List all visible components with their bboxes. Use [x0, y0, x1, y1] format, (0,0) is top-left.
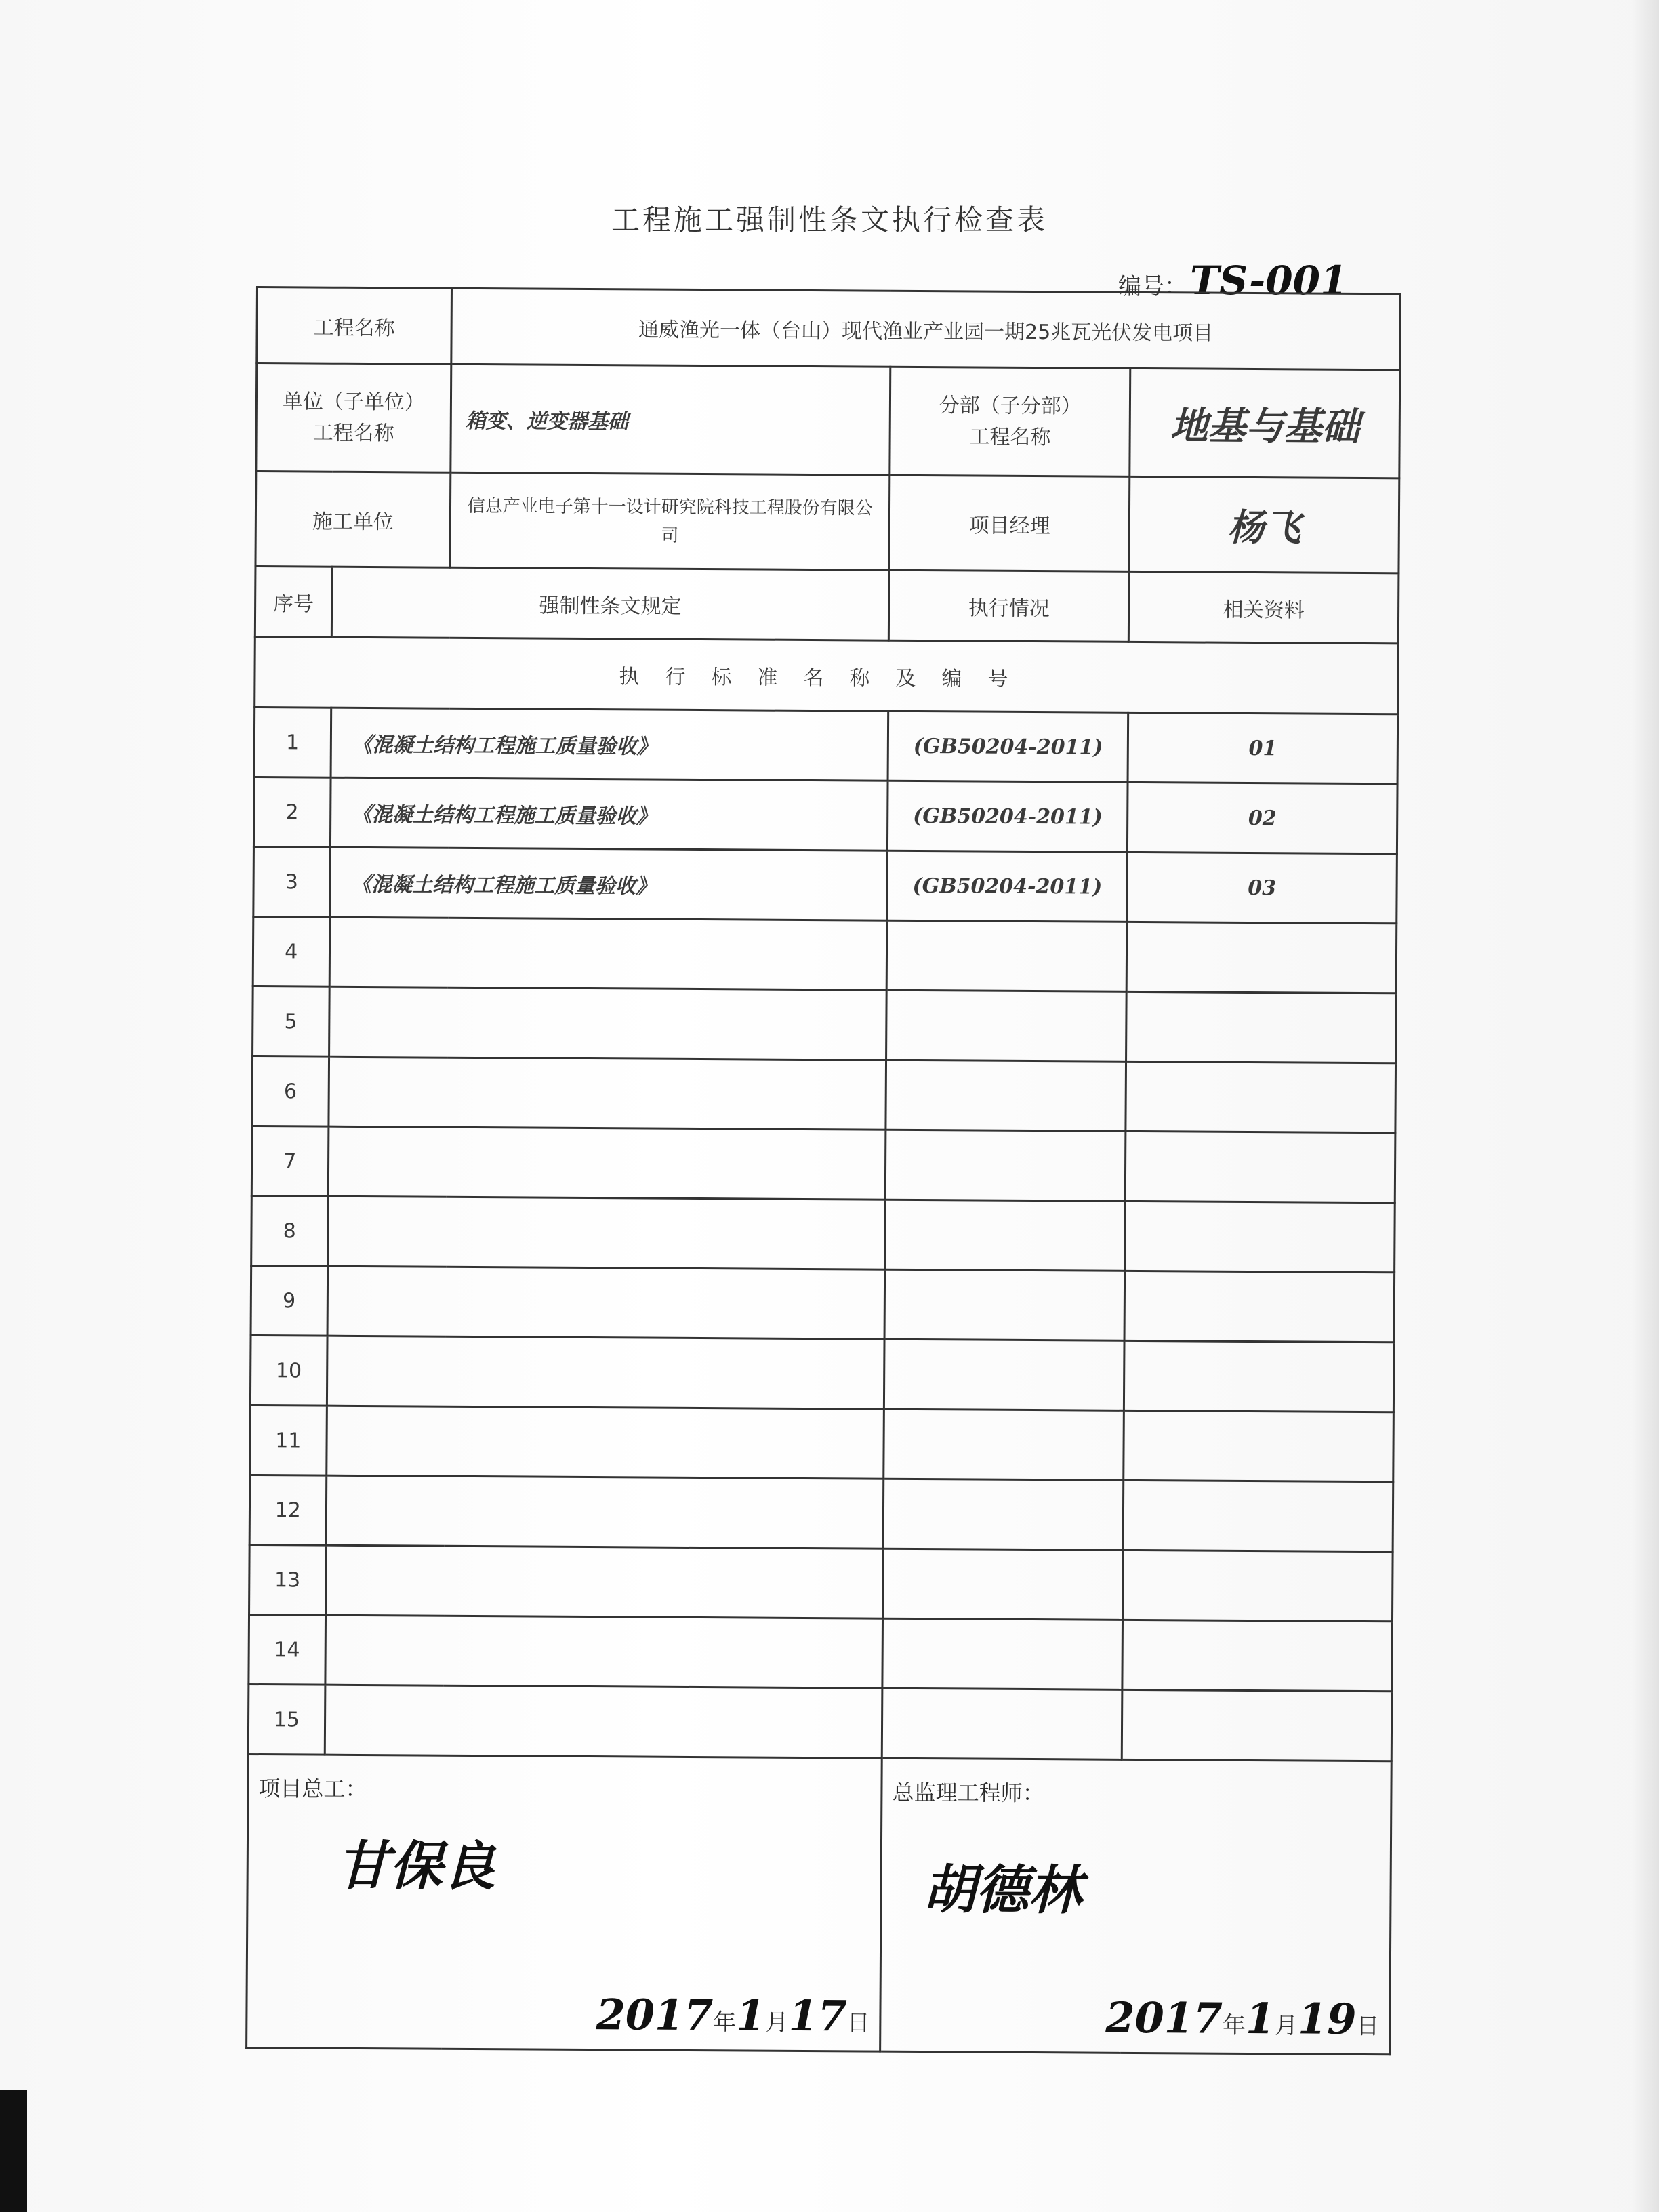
- row-provision: [328, 1126, 886, 1200]
- row-provision: [326, 1475, 884, 1549]
- division-label-line1: 分部（子分部）: [939, 393, 1082, 418]
- unit-value: 箱变、逆变器基础: [451, 364, 890, 475]
- row-seq: 1: [254, 707, 331, 777]
- row-provision: 《混凝土结构工程施工质量验收》: [331, 708, 888, 781]
- row-reference: [1122, 1689, 1391, 1761]
- row-seq: 9: [251, 1265, 327, 1336]
- inspection-table: [245, 286, 1401, 2055]
- table-row: [248, 1684, 1392, 1761]
- table-row: [251, 1265, 1395, 1342]
- row-provision: [329, 917, 887, 990]
- chief-engineer-date: [596, 1990, 870, 2041]
- row-seq: 14: [249, 1614, 325, 1685]
- row-provision: [325, 1615, 882, 1688]
- row-seq: 13: [249, 1544, 326, 1615]
- row-status: [883, 1479, 1123, 1550]
- supervisor-month: 1: [1245, 1993, 1275, 2044]
- supervisor-cell: [880, 1758, 1391, 2055]
- row-provision: [325, 1545, 883, 1618]
- row-status: [883, 1549, 1123, 1620]
- month-unit: 月: [1274, 2012, 1298, 2040]
- row-reference: [1124, 1271, 1394, 1342]
- row-status: [882, 1618, 1122, 1689]
- col-provision-header: 强制性条文规定: [331, 567, 889, 640]
- day-unit: 日: [846, 2009, 870, 2037]
- chief-engineer-cell: [247, 1754, 882, 2051]
- row-status: [886, 990, 1126, 1061]
- row-provision: [325, 1685, 882, 1758]
- row-provision: [326, 1406, 884, 1479]
- chief-engineer-month: 1: [736, 1990, 766, 2041]
- background-corner: [0, 2090, 27, 2212]
- row-seq: 10: [250, 1335, 327, 1406]
- unit-row: [256, 363, 1400, 478]
- row-seq: 7: [251, 1126, 328, 1196]
- row-status: [886, 920, 1126, 991]
- page-edge-shadow: [1632, 0, 1659, 2212]
- row-reference: 03: [1127, 852, 1397, 923]
- unit-label-line2: 工程名称: [312, 421, 394, 445]
- month-unit: 月: [765, 2009, 789, 2036]
- standard-heading: 执行标准名称及编号: [255, 636, 1399, 714]
- signature-row: [247, 1754, 1392, 2054]
- row-reference: [1123, 1550, 1393, 1621]
- row-status: [884, 1269, 1124, 1340]
- row-reference: [1124, 1410, 1393, 1481]
- form-title: 工程施工强制性条文执行检查表: [611, 203, 1048, 237]
- row-provision: [328, 1057, 886, 1130]
- row-status: (GB50204-2011): [887, 851, 1127, 922]
- row-seq: 6: [252, 1056, 329, 1126]
- row-reference: [1123, 1480, 1393, 1551]
- contractor-value: 信息产业电子第十一设计研究院科技工程股份有限公司: [450, 472, 890, 570]
- row-seq: 12: [249, 1475, 326, 1545]
- row-reference: 02: [1128, 782, 1397, 853]
- table-row: [249, 1475, 1393, 1551]
- year-unit: 年: [713, 2009, 737, 2036]
- chief-engineer-signature: 甘保良: [336, 1835, 496, 1898]
- row-reference: [1126, 922, 1396, 993]
- row-reference: 01: [1128, 712, 1397, 783]
- row-status: [885, 1200, 1125, 1271]
- row-reference: [1126, 1061, 1395, 1132]
- row-provision: [327, 1196, 885, 1269]
- project-label: 工程名称: [257, 287, 452, 365]
- division-label-line2: 工程名称: [969, 424, 1051, 449]
- row-status: (GB50204-2011): [888, 781, 1128, 852]
- row-reference: [1125, 1131, 1395, 1202]
- table-row: [250, 1335, 1394, 1412]
- row-seq: 5: [253, 986, 329, 1057]
- serial-value: TS-001: [1190, 258, 1348, 304]
- row-status: (GB50204-2011): [888, 711, 1128, 782]
- chief-engineer-year: 2017: [596, 1990, 714, 2041]
- contractor-label: 施工单位: [255, 472, 451, 568]
- row-provision: 《混凝土结构工程施工质量验收》: [330, 777, 888, 851]
- unit-label-line1: 单位（子单位）: [282, 389, 426, 415]
- row-seq: 2: [253, 777, 330, 847]
- table-row: [252, 1056, 1396, 1132]
- col-reference-header: 相关资料: [1129, 571, 1399, 643]
- manager-value: 杨飞: [1129, 476, 1399, 573]
- table-row: [253, 846, 1397, 923]
- row-provision: [329, 987, 886, 1060]
- column-header-row: [255, 567, 1399, 644]
- table-row: [251, 1126, 1395, 1202]
- table-row: [249, 1544, 1393, 1621]
- row-seq: 11: [250, 1405, 327, 1475]
- row-provision: [327, 1266, 885, 1339]
- supervisor-label: 总监理工程师：: [892, 1779, 1044, 1807]
- table-row: [253, 986, 1397, 1063]
- data-rows: [248, 707, 1397, 1761]
- row-status: [886, 1130, 1126, 1201]
- row-reference: [1124, 1340, 1394, 1412]
- year-unit: 年: [1222, 2011, 1246, 2039]
- row-status: [882, 1688, 1122, 1759]
- project-value: 通威渔光一体（台山）现代渔业产业园一期25兆瓦光伏发电项目: [451, 288, 1401, 370]
- row-reference: [1122, 1620, 1392, 1691]
- row-seq: 3: [253, 846, 330, 917]
- table-row: [250, 1405, 1394, 1481]
- supervisor-signature: 胡德林: [922, 1859, 1082, 1922]
- table-row: [254, 707, 1398, 783]
- contractor-row: [255, 472, 1399, 573]
- row-provision: [327, 1336, 884, 1409]
- table-row: [253, 916, 1397, 993]
- project-row: [257, 287, 1401, 370]
- col-seq-header: 序号: [255, 567, 331, 638]
- day-unit: 日: [1356, 2012, 1380, 2041]
- table-row: [249, 1614, 1393, 1691]
- supervisor-date: [1105, 1993, 1379, 2044]
- supervisor-day: 19: [1297, 1994, 1357, 2044]
- standard-heading-row: [255, 636, 1399, 714]
- unit-label: [256, 363, 451, 473]
- row-status: [886, 1060, 1126, 1131]
- row-seq: 4: [253, 916, 329, 987]
- row-provision: 《混凝土结构工程施工质量验收》: [329, 847, 887, 920]
- row-seq: 8: [251, 1195, 328, 1266]
- serial-label: 编号：: [1118, 273, 1187, 300]
- chief-engineer-day: 17: [788, 1990, 847, 2041]
- supervisor-year: 2017: [1105, 1992, 1223, 2043]
- row-status: [884, 1409, 1124, 1480]
- table-row: [253, 777, 1397, 853]
- manager-label: 项目经理: [889, 475, 1130, 571]
- chief-engineer-label: 项目总工：: [258, 1776, 367, 1803]
- division-label: [890, 367, 1130, 476]
- col-status-header: 执行情况: [889, 570, 1130, 642]
- row-reference: [1126, 991, 1396, 1063]
- row-reference: [1125, 1201, 1395, 1272]
- row-seq: 15: [248, 1684, 325, 1755]
- table-row: [251, 1195, 1395, 1272]
- division-value: 地基与基础: [1130, 368, 1400, 478]
- row-status: [884, 1339, 1124, 1410]
